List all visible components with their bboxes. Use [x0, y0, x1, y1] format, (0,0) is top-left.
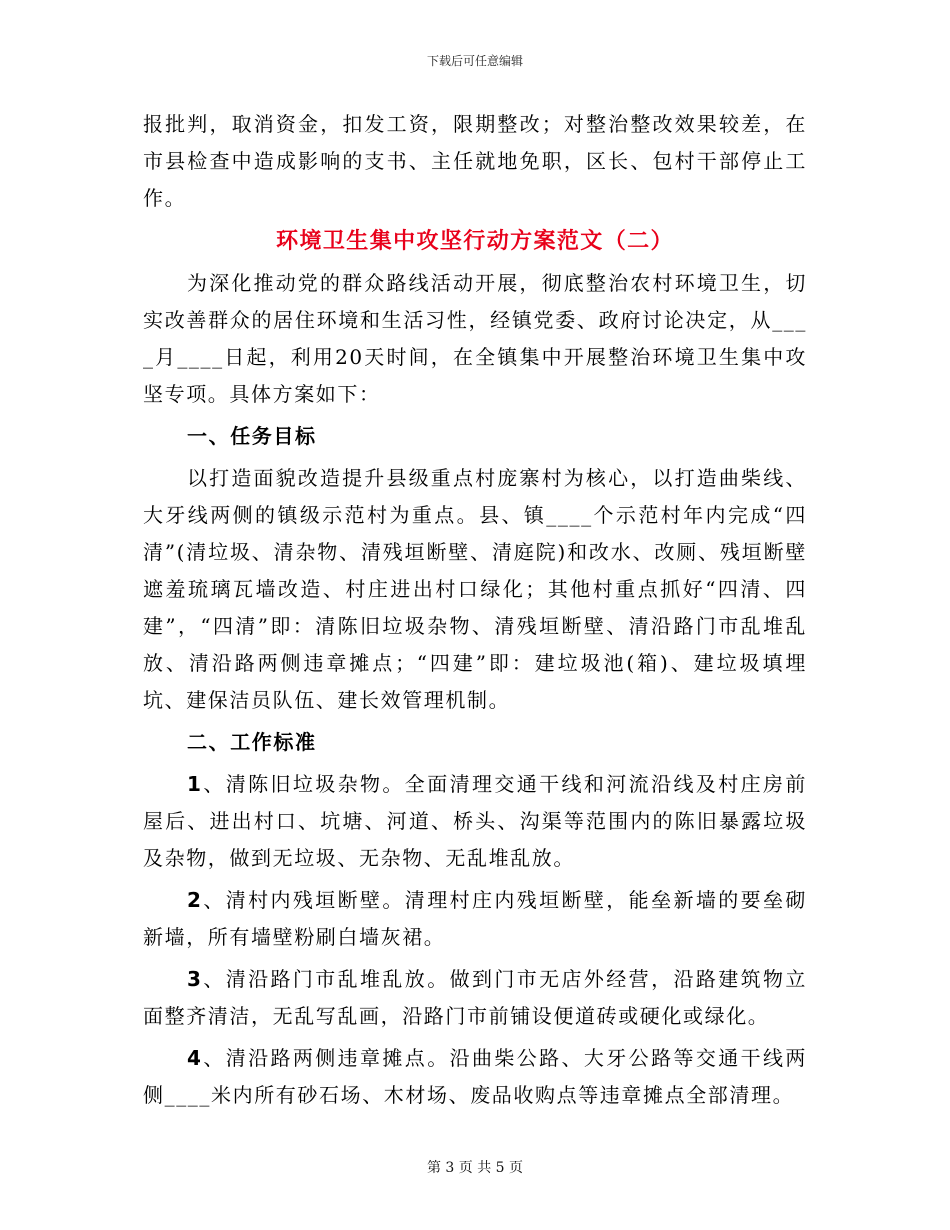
standard-item-text: 、清沿路两侧违章摊点。沿曲柴公路、大牙公路等交通干线两侧____米内所有砂石场、木材场、废品收购点等违章摊点全部清理。 [143, 1046, 807, 1107]
standard-item-number: 3 [187, 967, 203, 991]
standard-item-text: 、清沿路门市乱堆乱放。做到门市无店外经营，沿路建筑物立面整齐清洁，无乱写乱画，沿路门市前铺设便道砖或硬化或绿化。 [143, 967, 807, 1028]
standard-item-number: 4 [187, 1046, 203, 1070]
standard-item-number: 2 [187, 888, 203, 912]
continued-paragraph: 报批判，取消资金，扣发工资，限期整改；对整治整改效果较差，在市县检查中造成影响的支书、主任就地免职，区长、包村干部停止工作。 [143, 112, 807, 210]
standard-item-number: 1 [187, 772, 203, 796]
section-heading-task-goals: 一、任务目标 [187, 424, 317, 448]
standard-item-3 [143, 961, 807, 1035]
standard-item-1 [143, 766, 807, 877]
standard-item-4 [143, 1040, 807, 1114]
standard-item-text: 、清陈旧垃圾杂物。全面清理交通干线和河流沿线及村庄房前屋后、进出村口、坑塘、河道、桥头、沟渠等范围内的陈旧暴露垃圾及杂物，做到无垃圾、无杂物、无乱堆乱放。 [143, 772, 807, 870]
page-header: 下载后可任意编辑 [426, 54, 523, 68]
task-goals-paragraph: 以打造面貌改造提升县级重点村庞寨村为核心，以打造曲柴线、大牙线两侧的镇级示范村为重点。县、镇____个示范村年内完成“四清”(清垃圾、清杂物、清残垣断壁、清庭院)和改水、改厕、残垣断壁遮羞琉璃瓦墙改造、村庄进出村口绿化；其他村重点抓好“四清、四建”，“四清”即：清陈旧垃圾杂物、清残垣断壁、清沿路门市乱堆乱放、清沿路两侧违章摊点；“四建”即：建垃圾池(箱)、建垃圾填埋坑、建保洁员队伍、建长效管理机制。 [143, 466, 807, 712]
document-body [143, 106, 807, 1119]
document-title: 环境卫生集中攻坚行动方案范文（二） [276, 229, 674, 254]
standard-item-text: 、清村内残垣断壁。清理村庄内残垣断壁，能垒新墙的要垒砌新墙，所有墙壁粉刷白墙灰裙。 [143, 888, 807, 949]
page-number: 第 3 页 共 5 页 [426, 1160, 524, 1176]
intro-paragraph: 为深化推动党的群众路线活动开展，彻底整治农村环境卫生，切实改善群众的居住环境和生活习性，经镇党委、政府讨论决定，从____月____日起，利用20天时间，在全镇集中开展整治环境卫生集中攻坚专项。具体方案如下： [143, 271, 807, 406]
section-heading-work-standards: 二、工作标准 [187, 730, 317, 754]
standard-item-2 [143, 882, 807, 956]
